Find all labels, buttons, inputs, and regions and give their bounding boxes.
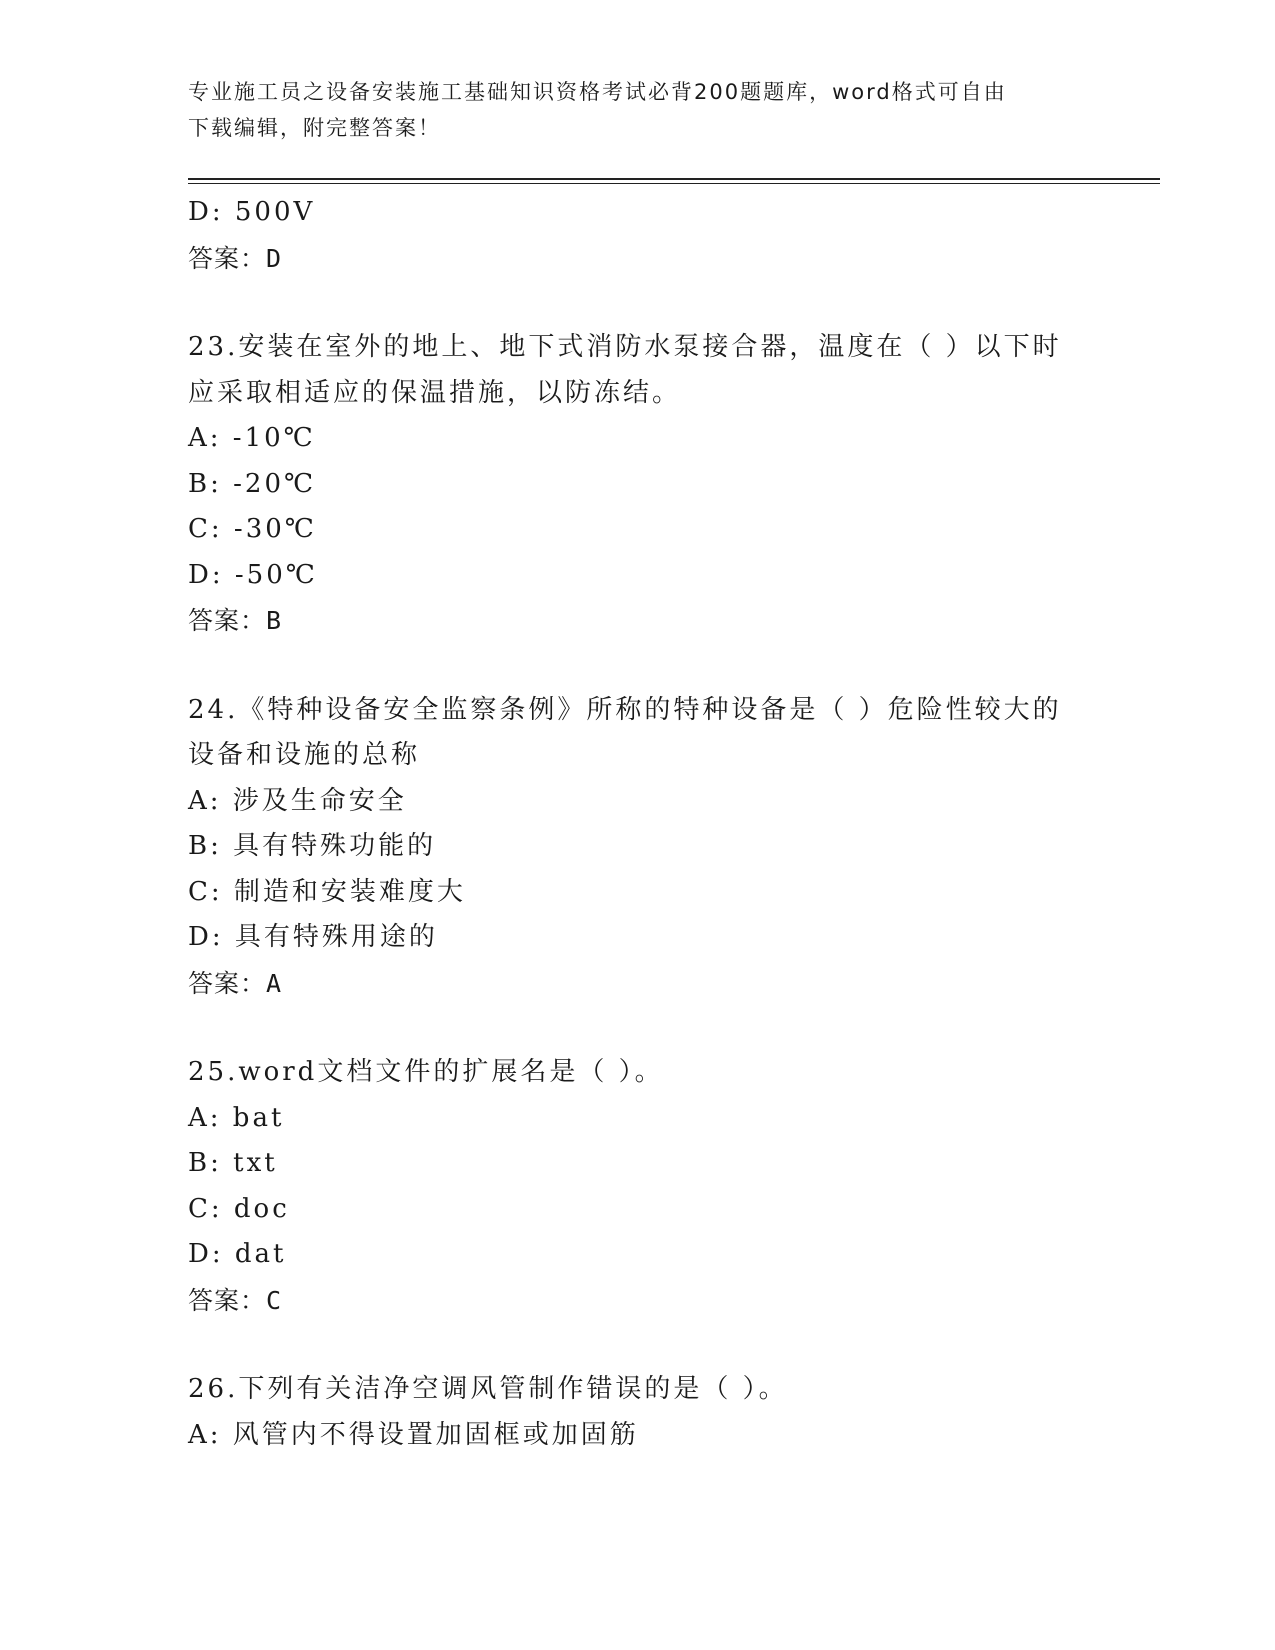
answer-line bbox=[188, 598, 1088, 644]
answer-value: A bbox=[266, 968, 283, 998]
question-stem: 26.下列有关洁净空调风管制作错误的是（ ）。 bbox=[188, 1374, 788, 1404]
header-title-line-2: 下载编辑，附完整答案！ bbox=[188, 116, 441, 140]
option-c: C: doc bbox=[188, 1193, 290, 1224]
answer-value: B bbox=[266, 606, 283, 635]
answer-label: 答案： bbox=[188, 968, 267, 998]
answer-label: 答案： bbox=[188, 1285, 267, 1315]
option-b: B: -20℃ bbox=[188, 468, 317, 499]
answer-label: 答案： bbox=[188, 243, 267, 273]
option-a: A: bat bbox=[188, 1102, 285, 1133]
option-a: A: 风管内不得设置加固框或加固筋 bbox=[188, 1419, 639, 1450]
question-list bbox=[188, 190, 1088, 1458]
answer-value: D bbox=[266, 243, 283, 273]
header-divider-thick bbox=[188, 178, 1160, 180]
page-header bbox=[188, 74, 1068, 146]
question-23 bbox=[188, 325, 1088, 644]
question-stem: 25.word文档文件的扩展名是（ ）。 bbox=[188, 1057, 664, 1087]
option-c: C: 制造和安装难度大 bbox=[188, 876, 466, 907]
answer-line bbox=[188, 236, 1088, 282]
option-d: D: dat bbox=[188, 1239, 287, 1269]
spacer bbox=[188, 281, 1088, 325]
option-b: B: 具有特殊功能的 bbox=[188, 831, 437, 861]
option-c: C: -30℃ bbox=[188, 514, 317, 544]
question-stem-continued: 应采取相适应的保温措施，以防冻结。 bbox=[188, 377, 682, 408]
question-stem: 23.安装在室外的地上、地下式消防水泵接合器，温度在（ ）以下时 bbox=[188, 332, 1062, 362]
option-d: D: 具有特殊用途的 bbox=[188, 922, 438, 952]
answer-line bbox=[188, 1278, 1088, 1324]
spacer bbox=[188, 1006, 1088, 1050]
spacer bbox=[188, 644, 1088, 688]
answer-label: 答案： bbox=[188, 606, 267, 635]
question-stem: 24.《特种设备安全监察条例》所称的特种设备是（ ）危险性较大的 bbox=[188, 694, 1062, 725]
option-b: B: txt bbox=[188, 1148, 278, 1178]
option-d: D: -50℃ bbox=[188, 559, 318, 590]
answer-value: C bbox=[266, 1285, 283, 1315]
question-22-tail bbox=[188, 190, 1088, 281]
question-25 bbox=[188, 1050, 1088, 1323]
option-d: D: 500V bbox=[188, 197, 316, 227]
question-24 bbox=[188, 688, 1088, 1007]
option-a: A: -10℃ bbox=[188, 423, 316, 453]
answer-line bbox=[188, 961, 1088, 1007]
spacer bbox=[188, 1323, 1088, 1367]
header-title-line-1: 专业施工员之设备安装施工基础知识资格考试必背200题题库，word格式可自由 bbox=[188, 80, 1007, 104]
option-a: A: 涉及生命安全 bbox=[188, 785, 407, 816]
question-26 bbox=[188, 1367, 1088, 1458]
header-divider-thin bbox=[188, 183, 1160, 184]
question-stem-continued: 设备和设施的总称 bbox=[188, 740, 421, 770]
